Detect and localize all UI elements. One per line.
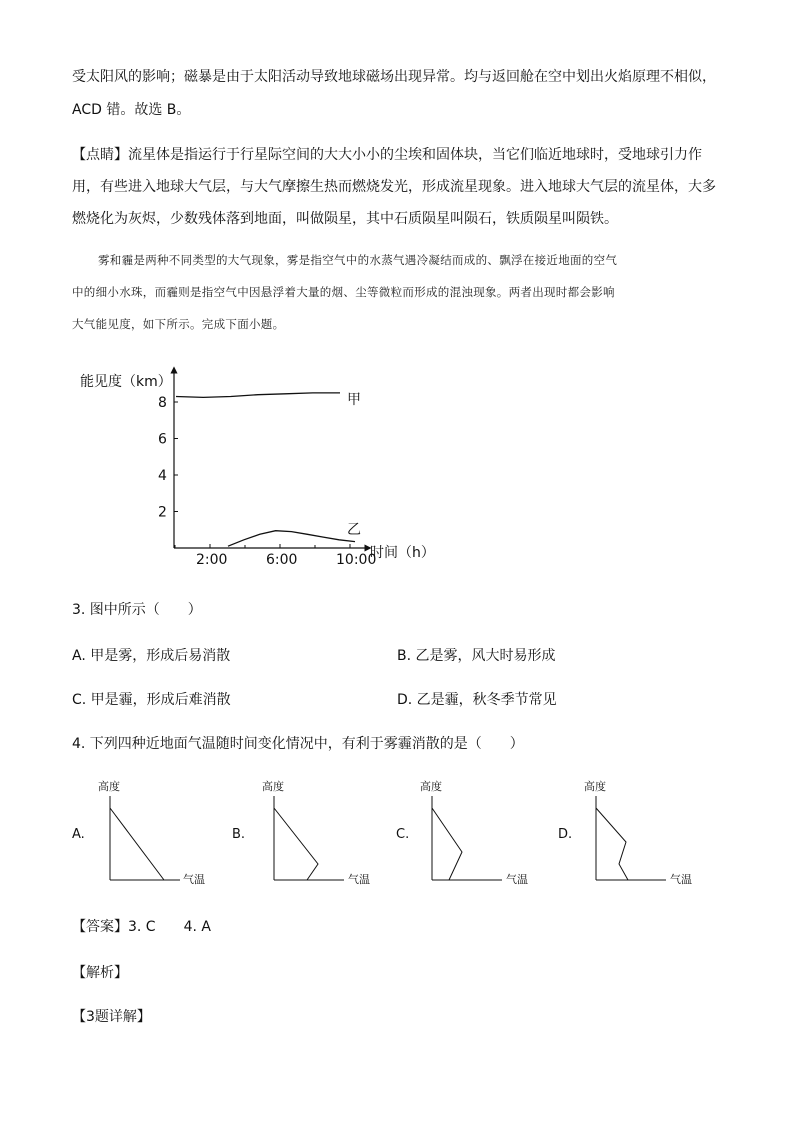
prev-text-line-2: ACD 错。故选 B。 <box>72 102 191 118</box>
q4-option-d-letter[interactable]: D. <box>558 827 573 842</box>
q4-option-d-xlabel: 气温 <box>670 873 692 886</box>
y-tick-label: 2 <box>158 504 167 521</box>
y-tick-label: 8 <box>158 395 167 411</box>
q4-option-d-ylabel: 高度 <box>584 780 606 793</box>
series-line-jia <box>176 393 340 398</box>
x-tick-label: 10:00 <box>336 552 377 568</box>
prev-text-line-1: 受太阳风的影响；磁暴是由于太阳活动导致地球磁场出现异常。均与返回舱在空中划出火焰原理不相似， <box>72 69 716 85</box>
q4-option-c-xlabel: 气温 <box>506 873 528 886</box>
q4-option-a-ylabel: 高度 <box>98 780 120 793</box>
answer-line: 【答案】3. C 4. A <box>72 919 211 935</box>
q4-option-b-letter[interactable]: B. <box>232 827 246 842</box>
analysis-heading: 【解析】 <box>72 965 128 981</box>
note-line-3: 燃烧化为灰烬，少数残体落到地面，叫做陨星，其中石质陨星叫陨石，铁质陨星叫陨铁。 <box>72 211 618 227</box>
q4-b-temp-profile <box>274 808 318 880</box>
q3-detail-heading: 【3题详解】 <box>72 1009 151 1025</box>
q3-option-c[interactable]: C. 甲是霾，形成后难消散 <box>72 692 231 708</box>
chart-xlabel: 时间（h） <box>370 545 435 561</box>
q4-d-temp-profile <box>596 808 628 880</box>
q4-option-b-ylabel: 高度 <box>262 780 284 793</box>
visibility-chart <box>70 360 450 570</box>
y-tick-label: 6 <box>158 431 167 448</box>
series-line-yi <box>228 531 355 547</box>
intro-line-3: 大气能见度，如下所示。完成下面小题。 <box>72 317 285 331</box>
q4-c-temp-profile <box>432 808 462 880</box>
series-label-jia: 甲 <box>347 392 361 408</box>
q4-option-b-xlabel: 气温 <box>348 873 370 886</box>
q4-option-a-xlabel: 气温 <box>183 873 205 886</box>
note-line-2: 用，有些进入地球大气层，与大气摩擦生热而燃烧发光，形成流星现象。进入地球大气层的流星体，大多 <box>72 179 716 195</box>
q4-option-a-letter[interactable]: A. <box>72 827 85 842</box>
x-tick-label: 2:00 <box>196 552 228 568</box>
q3-option-a[interactable]: A. 甲是雾，形成后易消散 <box>72 648 231 664</box>
q3-option-d[interactable]: D. 乙是霾，秋冬季节常见 <box>397 692 557 708</box>
intro-line-2: 中的细小水珠，而霾则是指空气中因悬浮着大量的烟、尘等微粒而形成的混浊现象。两者出现时都会影响 <box>72 285 615 299</box>
q4-option-c-letter[interactable]: C. <box>396 827 410 842</box>
note-line-1: 【点睛】流星体是指运行于行星际空间的大大小小的尘埃和固体块，当它们临近地球时，受地球引力作 <box>72 147 702 163</box>
q4-a-temp-profile <box>110 808 164 880</box>
q4-stem: 4. 下列四种近地面气温随时间变化情况中，有利于雾霾消散的是（ ） <box>72 736 524 752</box>
q4-option-diagrams[interactable] <box>66 772 706 892</box>
chart-ylabel: 能见度（km） <box>80 374 172 390</box>
q4-option-c-ylabel: 高度 <box>420 780 442 793</box>
y-tick-label: 4 <box>158 468 167 484</box>
intro-line-1: 雾和霾是两种不同类型的大气现象，雾是指空气中的水蒸气遇冷凝结而成的、飘浮在接近地面的空气 <box>98 253 618 267</box>
q3-stem: 3. 图中所示（ ） <box>72 602 202 618</box>
x-tick-label: 6:00 <box>266 552 298 568</box>
series-label-yi: 乙 <box>347 522 361 538</box>
q3-option-b[interactable]: B. 乙是雾，风大时易形成 <box>397 648 556 664</box>
